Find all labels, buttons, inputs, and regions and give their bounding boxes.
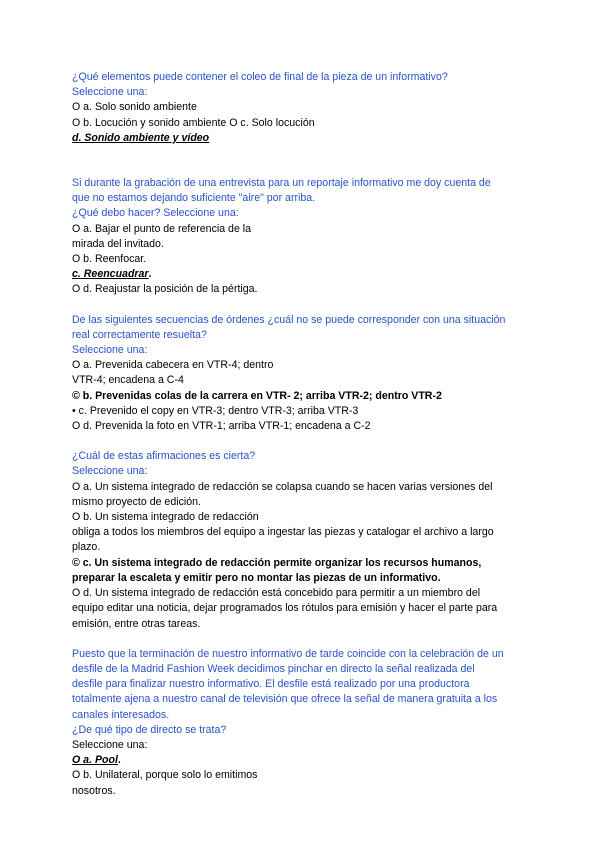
select-prompt: Seleccione una: — [72, 465, 148, 478]
correct-answer-cont: preparar la escaleta y emitir pero no montar las piezas de un informativo. — [72, 571, 441, 584]
question-block-5 — [72, 647, 528, 799]
select-prompt: Seleccione una: — [72, 738, 148, 751]
correct-answer[interactable]: c. Reencuadrar. — [72, 268, 152, 281]
option-a[interactable]: O a. Prevenida cabecera en VTR-4; dentro — [72, 359, 274, 372]
option-a[interactable]: O a. Bajar el punto de referencia de la — [72, 222, 252, 235]
question-text: desfile de la Madrid Fashion Week decidimos pinchar en directo la señal realizada del — [72, 662, 475, 675]
correct-answer[interactable]: d. Sonido ambiente y vídeo — [72, 131, 210, 144]
option-b[interactable]: O b. Un sistema integrado de redacción — [72, 511, 259, 524]
question-text: totalmente ajena a nuestro canal de televisión que ofrece la señal de manera gratuita a los — [72, 693, 498, 706]
option-a-cont: VTR-4; encadena a C-4 — [72, 374, 184, 387]
option-a-cont: mismo proyecto de edición. — [72, 495, 201, 508]
option-d[interactable]: O d. Reajustar la posición de la pértiga. — [72, 283, 258, 296]
select-prompt: Seleccione una: — [72, 344, 148, 357]
option-c[interactable]: • c. Prevenido el copy en VTR-3; dentro VTR-3; arriba VTR-3 — [72, 404, 359, 417]
question-block-4 — [72, 449, 528, 631]
question-text: real correctamente resuelta? — [72, 328, 207, 341]
question-text: desfile para finalizar nuestro informativo. El desfile está realizado por una productora — [72, 678, 470, 691]
select-prompt: Seleccione una: — [72, 86, 148, 99]
question-text: ¿Qué elementos puede contener el coleo de final de la pieza de un informativo? — [72, 71, 448, 83]
question-text: ¿De qué tipo de directo se trata? — [72, 723, 227, 736]
question-text: ¿Cuál de estas afirmaciones es cierta? — [72, 450, 256, 463]
option-d-cont: equipo editar una noticia, dejar programados los rótulos para emisión y hacer el parte para — [72, 602, 498, 615]
correct-answer[interactable]: © b. Prevenidas colas de la carrera en VTR- 2; arriba VTR-2; dentro VTR-2 — [72, 389, 442, 402]
quiz-document — [72, 70, 528, 799]
question-text: Si durante la grabación de una entrevista para un reportaje informativo me doy cuenta de — [72, 177, 491, 190]
question-text: canales interesados. — [72, 708, 170, 721]
option-b-cont: nosotros. — [72, 784, 116, 797]
option-a[interactable]: O a. Un sistema integrado de redacción se colapsa cuando se hacen varias versiones del — [72, 480, 493, 493]
option-d[interactable]: O d. Prevenida la foto en VTR-1; arriba VTR-1; encadena a C-2 — [72, 420, 371, 433]
question-text: Puesto que la terminación de nuestro informativo de tarde coincide con la celebración de un — [72, 647, 504, 660]
option-a-cont: mirada del invitado. — [72, 237, 164, 250]
option-d-cont: emisión, entre otras tareas. — [72, 617, 201, 630]
correct-answer[interactable]: © c. Un sistema integrado de redacción permite organizar los recursos humanos, — [72, 556, 482, 569]
correct-answer[interactable]: O a. Pool. — [72, 754, 121, 767]
option-b[interactable]: O b. Reenfocar. — [72, 253, 147, 266]
option-d[interactable]: O d. Un sistema integrado de redacción está concebido para permitir a un miembro del — [72, 587, 481, 600]
option-a[interactable]: O a. Solo sonido ambiente — [72, 101, 197, 114]
question-block-2 — [72, 176, 528, 298]
option-b-cont: obliga a todos los miembros del equipo a ingestar las piezas y catalogar el archivo a largo — [72, 526, 494, 539]
option-b[interactable]: O b. Unilateral, porque solo lo emitimos — [72, 769, 258, 782]
option-b-cont: plazo. — [72, 541, 101, 554]
option-b-c[interactable]: O b. Locución y sonido ambiente O c. Solo locución — [72, 116, 315, 129]
question-text: De las siguientes secuencias de órdenes ¿cuál no se puede corresponder con una situación — [72, 313, 506, 326]
question-block-3 — [72, 313, 528, 435]
question-text: que no estamos dejando suficiente "aire" por arriba. — [72, 192, 316, 205]
question-text: ¿Qué debo hacer? Seleccione una: — [72, 207, 239, 220]
question-block-1 — [72, 70, 528, 146]
